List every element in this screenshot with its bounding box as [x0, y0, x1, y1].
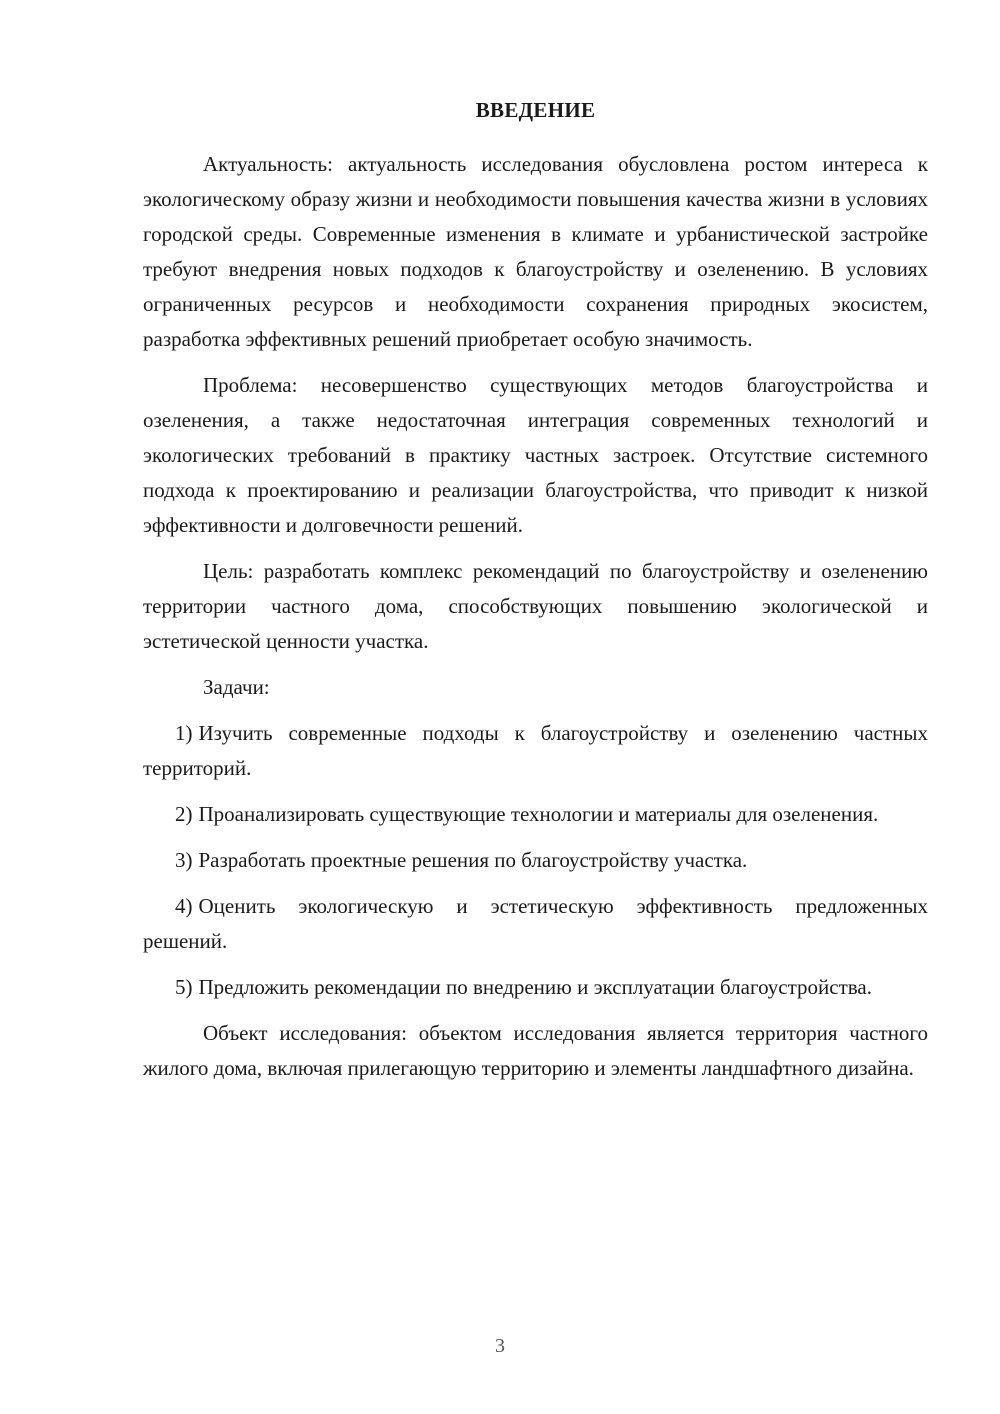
task-text: Предложить рекомендации по внедрению и эксплуатации благоустройства. — [198, 975, 872, 999]
task-text: Изучить современные подходы к благоустройству и озеленению частных территорий. — [143, 721, 928, 780]
task-text: Проанализировать существующие технологии и материалы для озеленения. — [198, 802, 879, 826]
goal-paragraph: Цель: разработать комплекс рекомендаций по благоустройству и озеленению территории частного дома, способствующих повышению экологической и эстетической ценности участка. — [143, 559, 928, 653]
task-number: 5) — [175, 975, 193, 999]
problem-paragraph: Проблема: несовершенство существующих методов благоустройства и озеленения, а также недостаточная интеграция современных технологий и экологических требований в практику частных застроек. Отсутствие системного подхода к проектированию и реализации благоустройства, что приводит к низкой эффективности и долговечности решений. — [143, 373, 928, 537]
section-title: ВВЕДЕНИЕ — [475, 98, 596, 122]
task-item-4 — [143, 889, 928, 959]
task-item-2 — [143, 797, 928, 832]
object-paragraph: Объект исследования: объектом исследования является территория частного жилого дома, включая прилегающую территорию и элементы ландшафтного дизайна. — [143, 1021, 928, 1080]
task-text: Разработать проектные решения по благоустройству участка. — [198, 848, 748, 872]
task-item-1 — [143, 716, 928, 786]
task-item-3 — [143, 843, 928, 878]
task-number: 2) — [175, 802, 193, 826]
tasks-heading: Задачи: — [203, 675, 270, 699]
task-text: Оценить экологическую и эстетическую эффективность предложенных решений. — [143, 894, 928, 953]
relevance-paragraph: Актуальность: актуальность исследования обусловлена ростом интереса к экологическому образу жизни и необходимости повышения качества жизни в условиях городской среды. Современные изменения в климате и урбанистической застройке требуют внедрения новых подходов к благоустройству и озеленению. В условиях ограниченных ресурсов и необходимости сохранения природных экосистем, разработка эффективных решений приобретает особую значимость. — [143, 152, 928, 351]
task-number: 3) — [175, 848, 193, 872]
document-page — [143, 96, 928, 1097]
task-number: 4) — [175, 894, 193, 918]
task-number: 1) — [175, 721, 193, 745]
page-number: 3 — [495, 1335, 505, 1357]
task-item-5 — [143, 970, 928, 1005]
